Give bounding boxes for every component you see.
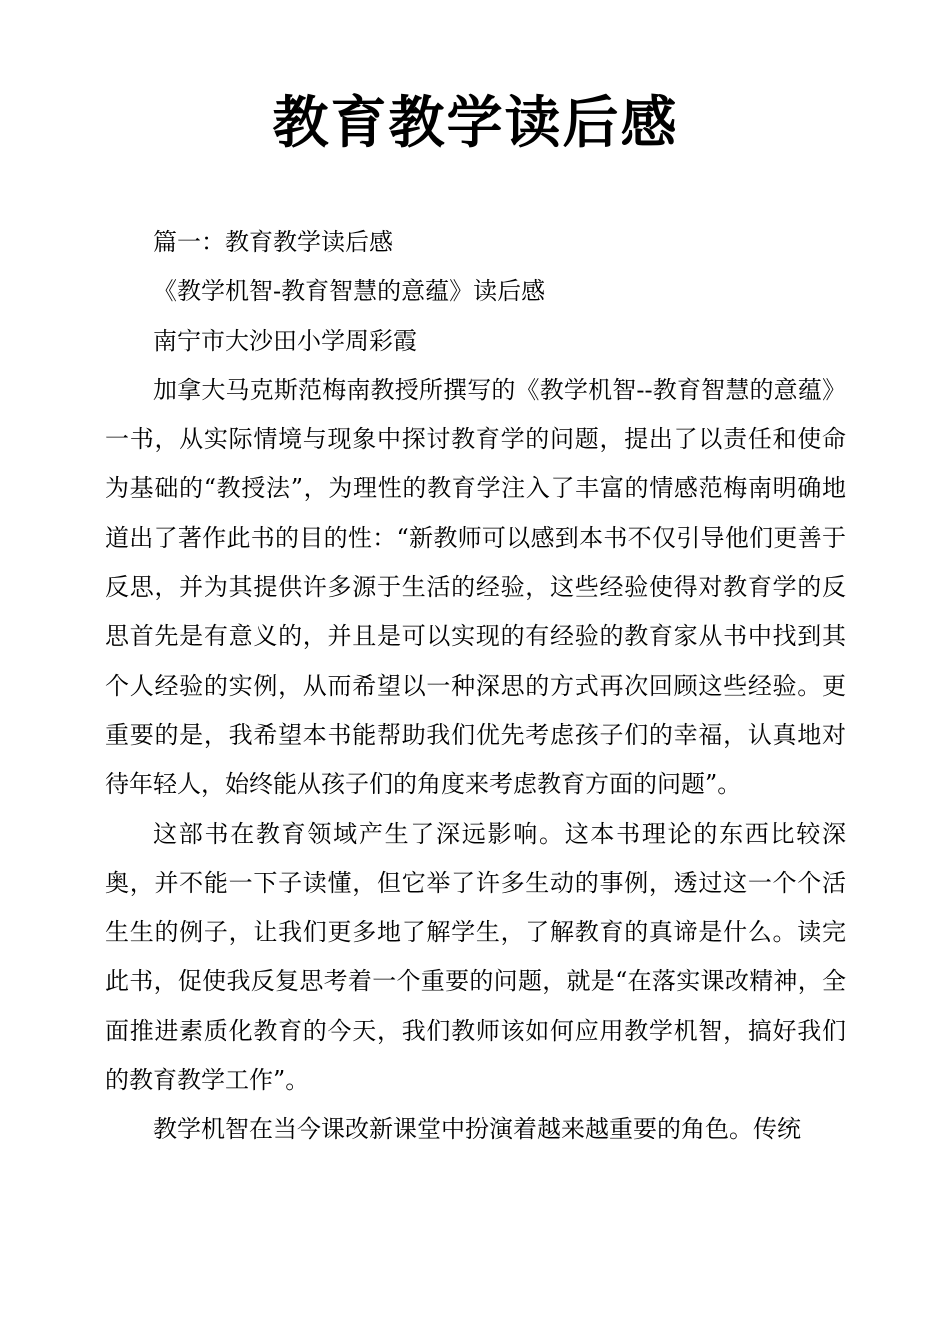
document-title: 教育教学读后感 <box>272 91 679 156</box>
book-title-line: 《教学机智-教育智慧的意蕴》读后感 <box>153 277 546 306</box>
body-paragraph: 加拿大马克斯范梅南教授所撰写的《教学机智--教育智慧的意蕴》一书，从实际情境与现象中探讨教育学的问题，提出了以责任和使命为基础的“教授法”，为理性的教育学注入了丰富的情感范梅南明确地道出了著作此书的目的性：“新教师可以感到本书不仅引导他们更善于反思，并为其提供许多源于生活的经验，这些经验使得对教育学的反思首先是有意义的，并且是可以实现的有经验的教育家从书中找到其个人经验的实例，从而希望以一种深思的方式再次回顾这些经验。更重要的是，我希望本书能帮助我们优先考虑孩子们的幸福，认真地对待年轻人，始终能从孩子们的角度来考虑教育方面的问题”。 <box>105 375 846 799</box>
author-line: 南宁市大沙田小学周彩霞 <box>153 326 417 355</box>
body-paragraph: 教学机智在当今课改新课堂中扮演着越来越重要的角色。传统 <box>153 1115 801 1144</box>
body-paragraph: 这部书在教育领域产生了深远影响。这本书理论的东西比较深奥，并不能一下子读懂，但它举了许多生动的事例，透过这一个个活生生的例子，让我们更多地了解学生，了解教育的真谛是什么。读完此书，促使我反复思考着一个重要的问题，就是“在落实课改精神，全面推进素质化教育的今天，我们教师该如何应用教学机智，搞好我们的教育教学工作”。 <box>105 819 846 1095</box>
document-body <box>105 218 846 1155</box>
section-heading: 篇一：教育教学读后感 <box>153 228 393 256</box>
